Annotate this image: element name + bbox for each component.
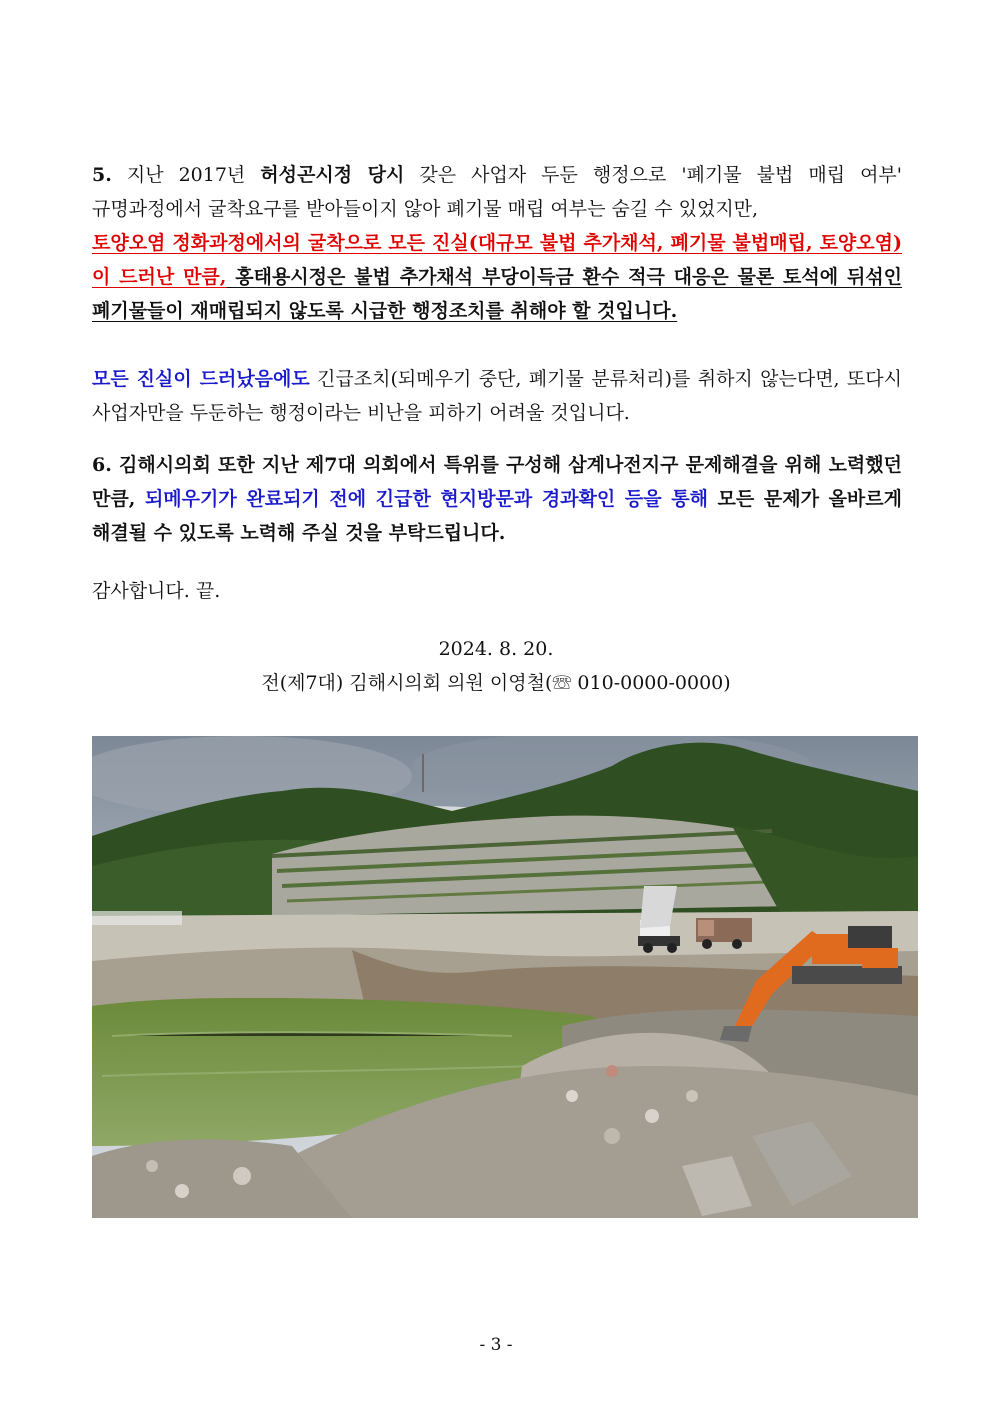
site-photo	[92, 736, 918, 1218]
paragraph-5	[92, 158, 902, 328]
p5b-blue-emphasis: 모든 진실이 드러났음에도	[92, 368, 310, 390]
p6-text-2: 모든 문제가 올바르게 해결될 수 있도록 노력해 주실 것을 부탁드립니다.	[92, 488, 902, 544]
page-number: - 3 -	[479, 1335, 513, 1355]
p5-red-underlined: 토양오염 정화과정에서의 굴착으로 모든 진실(대규모 불법 추가채석, 폐기물 불법매립, 토양오염)이 드러난 만큼,	[92, 232, 902, 288]
p5b-text: 긴급조치(되메우기 중단, 폐기물 분류처리)를 취하지 않는다면, 또다시 사업자만을 두둔하는 행정이라는 비난을 피하기 어려울 것입니다.	[92, 368, 902, 424]
closing-text: 감사합니다. 끝.	[92, 580, 221, 602]
section-number: 5.	[92, 164, 112, 186]
p6-blue-emphasis: 되메우기가 완료되기 전에 긴급한 현지방문과 경과확인 등을 통해	[135, 488, 708, 510]
paragraph-5-followup	[92, 362, 902, 430]
p6-text-1: 6. 김해시의회 또한 지난 제7대 의회에서 특위를 구성해 삼계나전지구 문제해결을 위해 노력했던 만큼,	[92, 454, 902, 510]
document-date: 2024. 8. 20.	[438, 638, 554, 660]
p5-emphasis: 허성곤시정 당시	[260, 164, 405, 186]
p5-bold-underlined: 홍태용시정은 불법 추가채석 부당이득금 환수 적극 대응은 물론 토석에 뒤섞인 폐기물들이 재매립되지 않도록 시급한 행정조치를 취해야 할 것입니다.	[92, 266, 903, 322]
p5-text-2: 갖은 사업자 두둔 행정으로 '폐기물 불법 매립 여부' 규명과정에서 굴착요구를 받아들이지 않아 폐기물 매립 여부는 숨길 수 있었지만,	[92, 164, 902, 220]
signature-line: 전(제7대) 김해시의회 의원 이영철(☏ 010-0000-0000)	[261, 672, 731, 694]
paragraph-6	[92, 448, 902, 550]
p5-text-1: 지난 2017년	[111, 164, 261, 186]
